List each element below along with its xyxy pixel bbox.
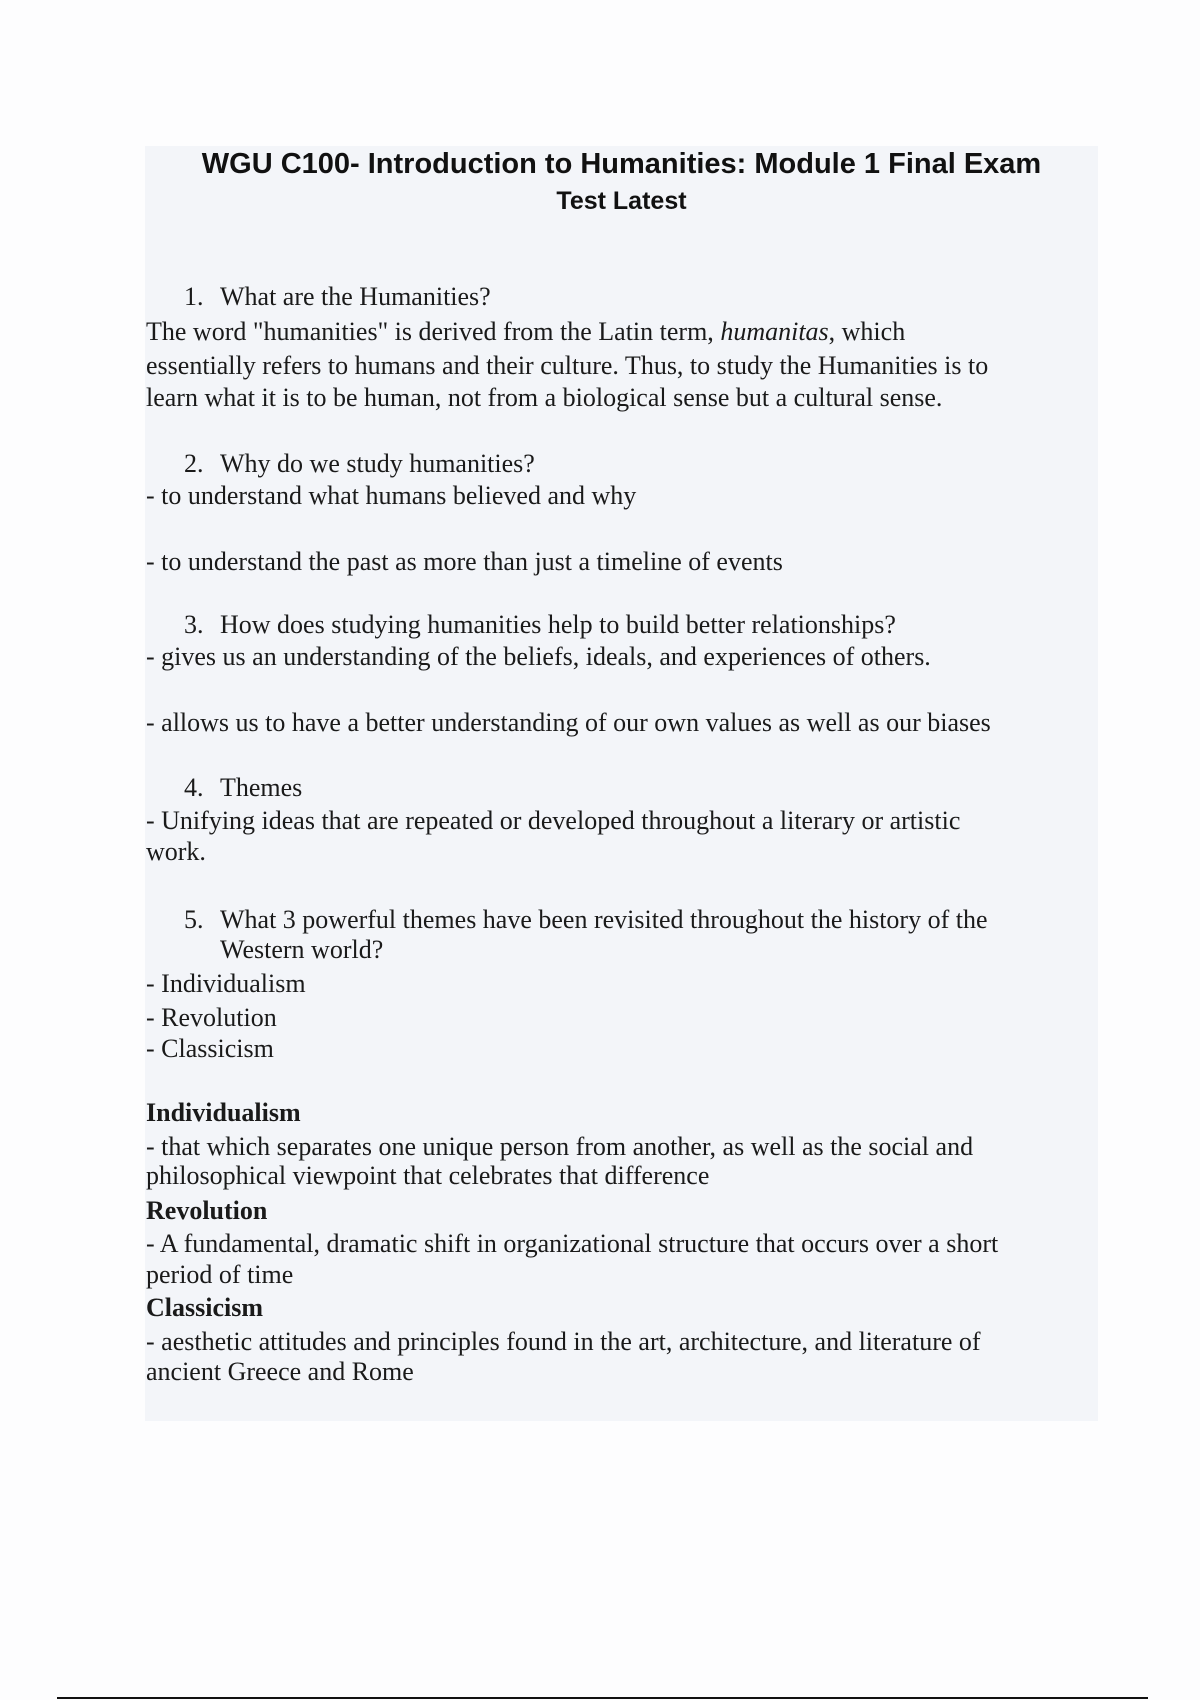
question-2 — [184, 449, 535, 479]
definition-term: Classicism — [146, 1293, 263, 1322]
answer-text: , which — [828, 317, 906, 346]
question-text: What 3 powerful themes have been revisited throughout the history of the — [220, 905, 988, 934]
definition-line: ancient Greece and Rome — [146, 1357, 414, 1386]
question-number: 4. — [184, 773, 204, 802]
question-number: 3. — [184, 610, 204, 639]
answer-4-line: - Unifying ideas that are repeated or developed throughout a literary or artistic — [146, 806, 961, 835]
definition-term: Revolution — [146, 1196, 268, 1225]
question-number: 5. — [184, 905, 204, 934]
answer-1-line-2: essentially refers to humans and their culture. Thus, to study the Humanities is to — [146, 351, 989, 380]
answer-5-item: - Individualism — [146, 969, 306, 998]
question-1 — [184, 282, 491, 312]
answer-5-item: - Classicism — [146, 1034, 274, 1063]
question-text: How does studying humanities help to build better relationships? — [220, 610, 896, 639]
answer-1-line-3: learn what it is to be human, not from a biological sense but a cultural sense. — [146, 383, 943, 412]
latin-term: humanitas — [720, 317, 829, 346]
definition-line: - aesthetic attitudes and principles found in the art, architecture, and literature of — [146, 1327, 981, 1356]
definition-term: Individualism — [146, 1098, 301, 1127]
answer-3-item: - gives us an understanding of the beliefs, ideals, and experiences of others. — [146, 642, 931, 671]
question-number: 2. — [184, 449, 204, 478]
definition-line: period of time — [146, 1260, 294, 1289]
question-number: 1. — [184, 282, 204, 311]
question-5 — [184, 905, 988, 935]
document-title: WGU C100- Introduction to Humanities: Module 1 Final Exam — [201, 148, 1042, 180]
document-subtitle: Test Latest — [556, 187, 687, 215]
answer-1-line-1 — [146, 317, 905, 347]
answer-2-item: - to understand what humans believed and why — [146, 481, 637, 510]
definition-line: - A fundamental, dramatic shift in organizational structure that occurs over a short — [146, 1229, 999, 1258]
question-text: What are the Humanities? — [220, 282, 491, 311]
question-text: Themes — [220, 773, 303, 802]
question-3 — [184, 610, 896, 640]
question-text: Why do we study humanities? — [220, 449, 535, 478]
answer-text: The word "humanities" is derived from the Latin term, — [146, 317, 721, 346]
answer-3-item: - allows us to have a better understanding of our own values as well as our biases — [146, 708, 991, 737]
answer-2-item: - to understand the past as more than just a timeline of events — [146, 547, 783, 576]
definition-line: philosophical viewpoint that celebrates that difference — [146, 1161, 710, 1190]
definition-line: - that which separates one unique person from another, as well as the social and — [146, 1132, 974, 1161]
answer-5-item: - Revolution — [146, 1003, 277, 1032]
question-4 — [184, 773, 302, 803]
answer-4-line: work. — [146, 837, 206, 866]
question-5-continued: Western world? — [220, 935, 384, 964]
page-footer-divider — [57, 1697, 1148, 1699]
